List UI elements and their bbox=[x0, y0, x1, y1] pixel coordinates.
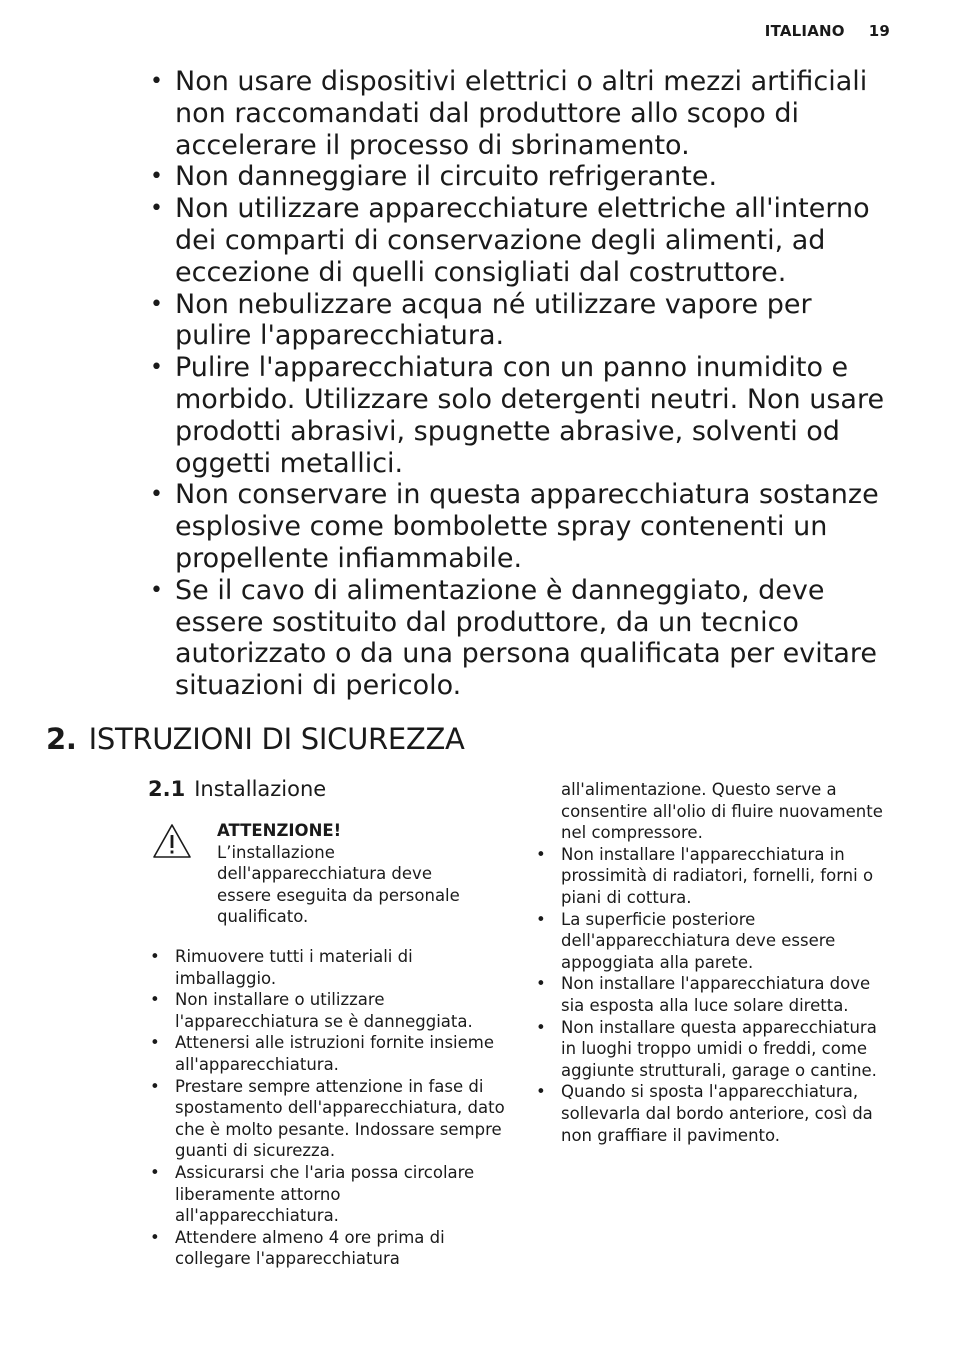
section-title-text: ISTRUZIONI DI SICUREZZA bbox=[88, 722, 465, 756]
list-item: • Non installare o utilizzare l'apparecchiatura se è danneggiata. bbox=[150, 989, 506, 1032]
subsection-title-text: Installazione bbox=[194, 777, 327, 801]
right-column bbox=[536, 779, 892, 1146]
warning-box bbox=[150, 820, 510, 935]
page-number: 19 bbox=[868, 22, 890, 40]
list-item: • Pulire l'apparecchiatura con un panno inumidito e morbido. Utilizzare solo detergenti neutri. Non usare prodotti abrasivi, spugnette abrasive, solventi od oggetti metallici. bbox=[150, 352, 890, 479]
list-item: • Non utilizzare apparecchiature elettriche all'interno dei comparti di conservazione degli alimenti, ad eccezione di quelli consigliati dal costruttore. bbox=[150, 193, 890, 288]
list-item: • Quando si sposta l'apparecchiatura, sollevarla dal bordo anteriore, così da non graffiare il pavimento. bbox=[536, 1081, 892, 1146]
intro-bullet-list bbox=[150, 66, 890, 702]
list-item: • Non installare l'apparecchiatura in prossimità di radiatori, fornelli, forni o piani di cottura. bbox=[536, 844, 892, 909]
subsection-title bbox=[148, 777, 326, 801]
list-item: • Non nebulizzare acqua né utilizzare vapore per pulire l'apparecchiatura. bbox=[150, 289, 890, 353]
list-item: • Non installare l'apparecchiatura dove sia esposta alla luce solare diretta. bbox=[536, 973, 892, 1016]
warning-body: L’installazione dell'apparecchiatura deve essere eseguita da personale qualificato. bbox=[217, 842, 460, 927]
right-bullet-list bbox=[536, 844, 892, 1146]
warning-text bbox=[217, 820, 487, 928]
continuation-text: all'alimentazione. Questo serve a consentire all'olio di fluire nuovamente nel compressore. bbox=[561, 780, 883, 843]
list-item: • Prestare sempre attenzione in fase di spostamento dell'apparecchiatura, dato che è molto pesante. Indossare sempre guanti di sicurezza. bbox=[150, 1076, 506, 1162]
subsection-number: 2.1 bbox=[148, 777, 186, 801]
list-item: • Se il cavo di alimentazione è danneggiato, deve essere sostituito dal produttore, da un tecnico autorizzato o da una persona qualificata per evitare situazioni di pericolo. bbox=[150, 575, 890, 702]
list-item: • Attendere almeno 4 ore prima di collegare l'apparecchiatura bbox=[150, 1227, 506, 1270]
list-item: • Non conservare in questa apparecchiatura sostanze esplosive come bombolette spray contenenti un propellente infiammabile. bbox=[150, 479, 890, 574]
header-language: ITALIANO bbox=[764, 22, 845, 40]
page-header bbox=[765, 22, 890, 40]
list-item: • Non installare questa apparecchiatura in luoghi troppo umidi o freddi, come aggiunte strutturali, garage o cantine. bbox=[536, 1017, 892, 1082]
warning-label: ATTENZIONE! bbox=[217, 821, 342, 840]
list-item: • Rimuovere tutti i materiali di imballaggio. bbox=[150, 946, 506, 989]
warning-triangle-icon bbox=[152, 823, 192, 859]
list-item: • Non usare dispositivi elettrici o altri mezzi artificiali non raccomandati dal produttore allo scopo di accelerare il processo di sbrinamento. bbox=[150, 66, 890, 161]
section-title bbox=[46, 722, 465, 756]
section-number: 2. bbox=[46, 722, 77, 756]
list-item: • Assicurarsi che l'aria possa circolare liberamente attorno all'apparecchiatura. bbox=[150, 1162, 506, 1227]
list-item: • Non danneggiare il circuito refrigerante. bbox=[150, 161, 890, 193]
list-item: • Attenersi alle istruzioni fornite insieme all'apparecchiatura. bbox=[150, 1032, 506, 1075]
left-bullet-list bbox=[150, 946, 506, 1270]
list-item: • La superficie posteriore dell'apparecchiatura deve essere appoggiata alla parete. bbox=[536, 909, 892, 974]
